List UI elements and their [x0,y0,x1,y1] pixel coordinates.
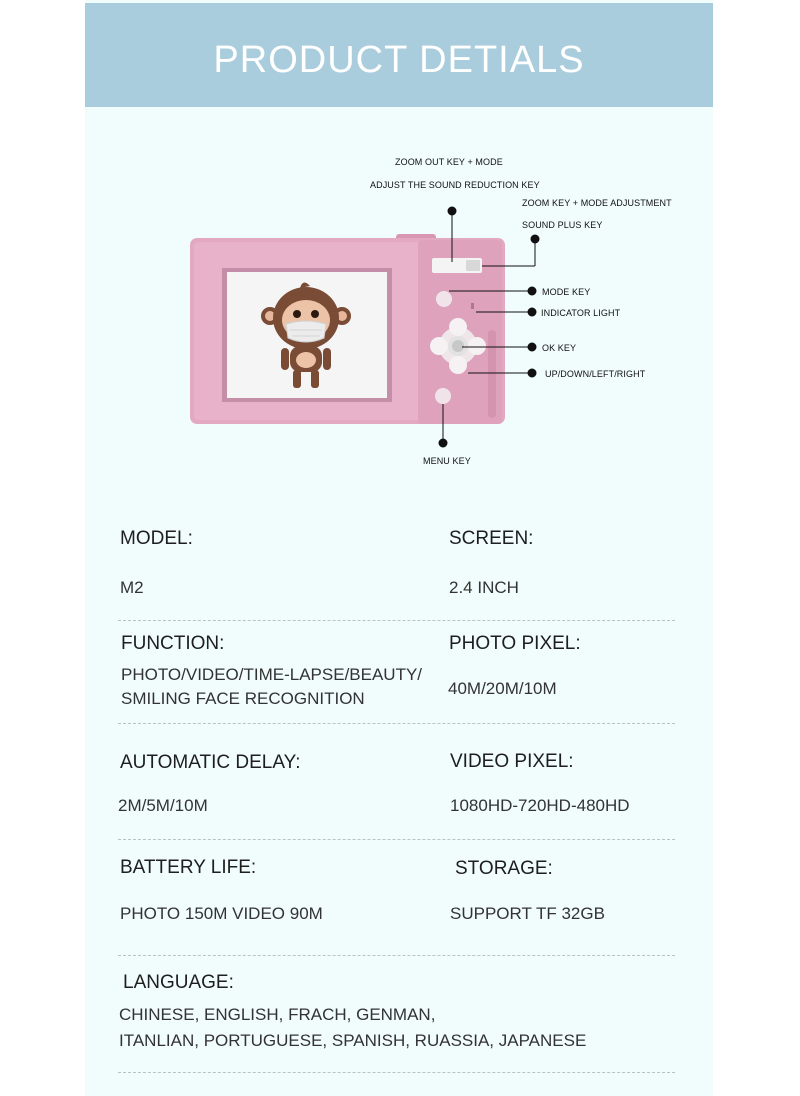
spec-screen-value: 2.4 INCH [449,578,519,597]
spec-storage-value: SUPPORT TF 32GB [450,904,605,923]
divider [118,723,675,724]
spec-model-label: MODEL: [120,528,193,549]
spec-model-value: M2 [120,578,144,597]
spec-battery-life-label: BATTERY LIFE: [120,857,257,878]
callout-menu-key: MENU KEY [423,456,471,466]
spec-video-pixel-label: VIDEO PIXEL: [450,751,574,772]
spec-function-value-line2: SMILING FACE RECOGNITION [121,689,365,708]
spec-photo-pixel-value: 40M/20M/10M [448,679,557,698]
spec-video-pixel-value: 1080HD-720HD-480HD [450,796,630,815]
callout-direction-keys: UP/DOWN/LEFT/RIGHT [545,369,646,379]
spec-screen-label: SCREEN: [449,528,534,549]
callout-zoom-out: ZOOM OUT KEY + MODE [395,157,503,167]
divider [118,839,675,840]
page-title: PRODUCT DETIALS [213,38,585,81]
callout-ok-key: OK KEY [542,343,577,353]
spec-automatic-delay-value: 2M/5M/10M [118,796,208,815]
callout-zoom-key: ZOOM KEY + MODE ADJUSTMENT [522,198,672,208]
camera-diagram [0,0,800,500]
camera-illustration [190,234,505,424]
callout-indicator-light: INDICATOR LIGHT [541,308,621,318]
spec-language-value-line1: CHINESE, ENGLISH, FRACH, GENMAN, [119,1005,436,1024]
spec-function-value-line1: PHOTO/VIDEO/TIME-LAPSE/BEAUTY/ [121,665,423,684]
callout-sound-reduction: ADJUST THE SOUND REDUCTION KEY [370,180,540,190]
spec-function-label: FUNCTION: [121,633,225,654]
spec-language-label: LANGUAGE: [123,972,234,993]
divider [118,955,675,956]
spec-automatic-delay-label: AUTOMATIC DELAY: [120,752,301,773]
callout-sound-plus: SOUND PLUS KEY [522,220,603,230]
divider [118,620,675,621]
spec-photo-pixel-label: PHOTO PIXEL: [449,633,581,654]
callout-mode-key: MODE KEY [542,287,591,297]
spec-language-value-line2: ITANLIAN, PORTUGUESE, SPANISH, RUASSIA, JAPANESE [119,1031,587,1050]
spec-storage-label: STORAGE: [455,858,553,879]
divider [118,1072,675,1073]
spec-battery-life-value: PHOTO 150M VIDEO 90M [120,904,323,923]
